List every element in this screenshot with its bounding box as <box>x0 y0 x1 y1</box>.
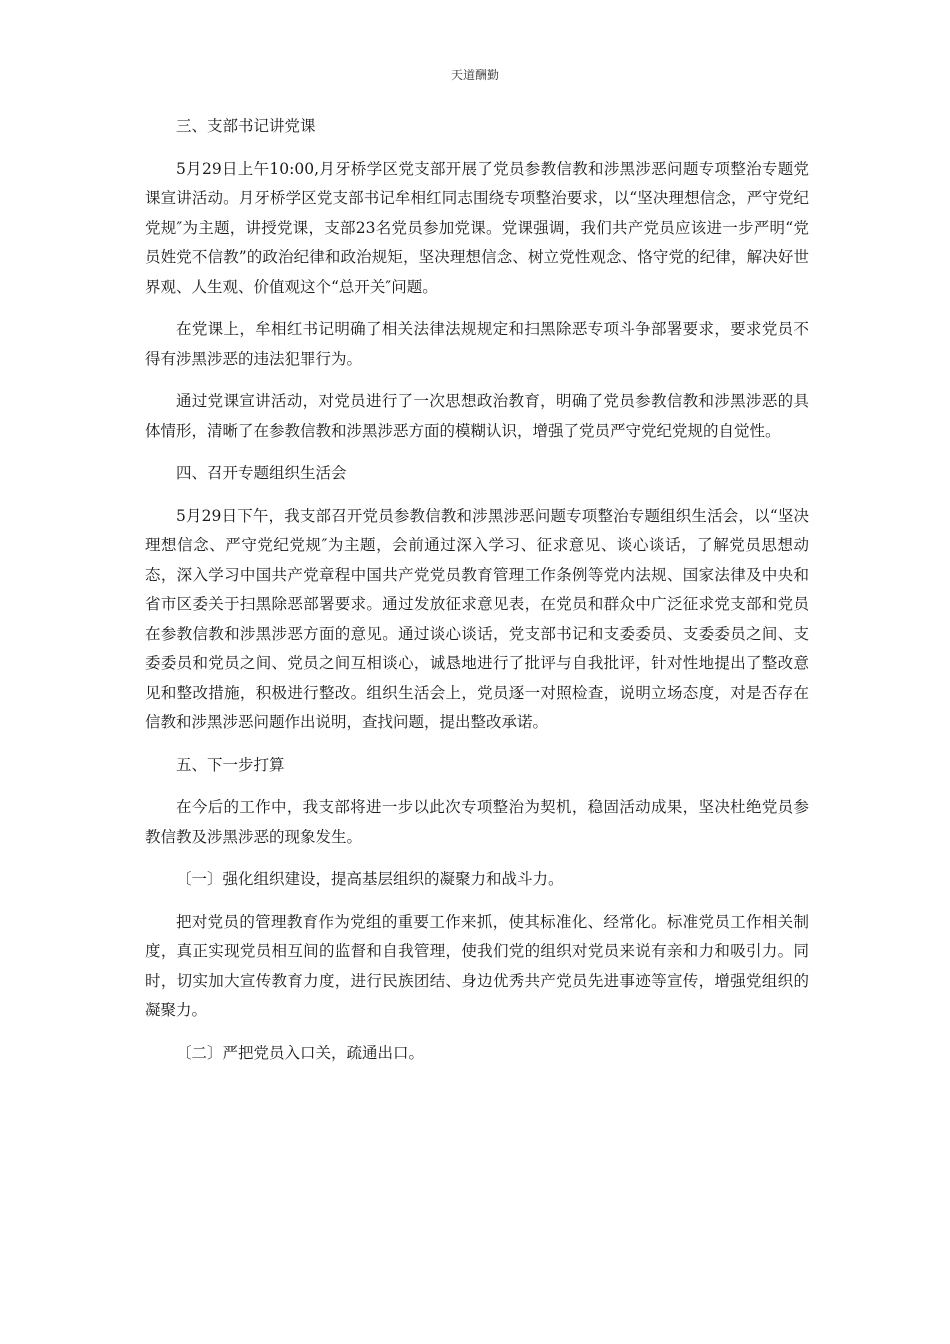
paragraph: 把对党员的管理教育作为党组的重要工作来抓，使其标准化、经常化。标准党员工作相关制度，真正实现党员相互间的监督和自我管理，使我们党的组织对党员来说有亲和力和吸引力。同时，切实加大宣传教育力度，进行民族团结、身边优秀共产党员先进事迹等宣传，增强党组织的凝聚力。 <box>145 912 809 1019</box>
section-heading-4: 四、召开专题组织生活会 <box>176 464 347 482</box>
section-heading-3: 三、支部书记讲党课 <box>176 117 316 135</box>
subsection-heading-2: 〔二〕严把党员入口关，疏通出口。 <box>176 1043 425 1062</box>
paragraph: 5月29日下午，我支部召开党员参教信教和涉黑涉恶问题专项整治专题组织生活会，以“坚决理想信念、严守党纪党规″为主题，会前通过深入学习、征求意见、谈心谈话，了解党员思想动态，深入学习中国共产党章程中国共产党党员教育管理工作条例等党内法规、国家法律及中央和省市区委关于扫黑除恶部署要求。通过发放征求意见表，在党员和群众中广泛征求党支部和党员在参教信教和涉黑涉恶方面的意见。通过谈心谈话，党支部书记和支委委员、支委委员之间、支委委员和党员之间、党员之间互相谈心，诚恳地进行了批评与自我批评，针对性地提出了整改意见和整改措施，积极进行整改。组织生活会上，党员逐一对照检查，说明立场态度，对是否存在信教和涉黑涉恶问题作出说明，查找问题，提出整改承诺。 <box>145 506 809 731</box>
section-heading-5: 五、下一步打算 <box>176 755 285 774</box>
paragraph: 5月29日上午10:00,月牙桥学区党支部开展了党员参教信教和涉黑涉恶问题专项整治专题党课宣讲活动。月牙桥学区党支部书记牟相红同志围绕专项整治要求，以“坚决理想信念，严守党纪党规″为主题，讲授党课，支部23名党员参加党课。党课强调，我们共产党员应该进一步严明“党员姓党不信教”的政治纪律和政治规矩，坚决理想信念、树立党性观念、恪守党的纪律，解决好世界观、人生观、价值观这个“总开关″问题。 <box>145 159 809 296</box>
paragraph: 在党课上，牟相红书记明确了相关法律法规规定和扫黑除恶专项斗争部署要求，要求党员不得有涉黑涉恶的违法犯罪行为。 <box>145 320 809 368</box>
document-body <box>145 112 809 1068</box>
paragraph: 通过党课宣讲活动，对党员进行了一次思想政治教育，明确了党员参教信教和涉黑涉恶的具体情形，清晰了在参教信教和涉黑涉恶方面的模糊认识，增强了党员严守党纪党规的自觉性。 <box>145 392 809 440</box>
page-header: 天道酬勤 <box>450 68 499 82</box>
subsection-heading-1: 〔一〕强化组织建设，提高基层组织的凝聚力和战斗力。 <box>176 870 564 888</box>
paragraph: 在今后的工作中，我支部将进一步以此次专项整治为契机，稳固活动成果，坚决杜绝党员参教信教及涉黑涉恶的现象发生。 <box>145 798 809 846</box>
